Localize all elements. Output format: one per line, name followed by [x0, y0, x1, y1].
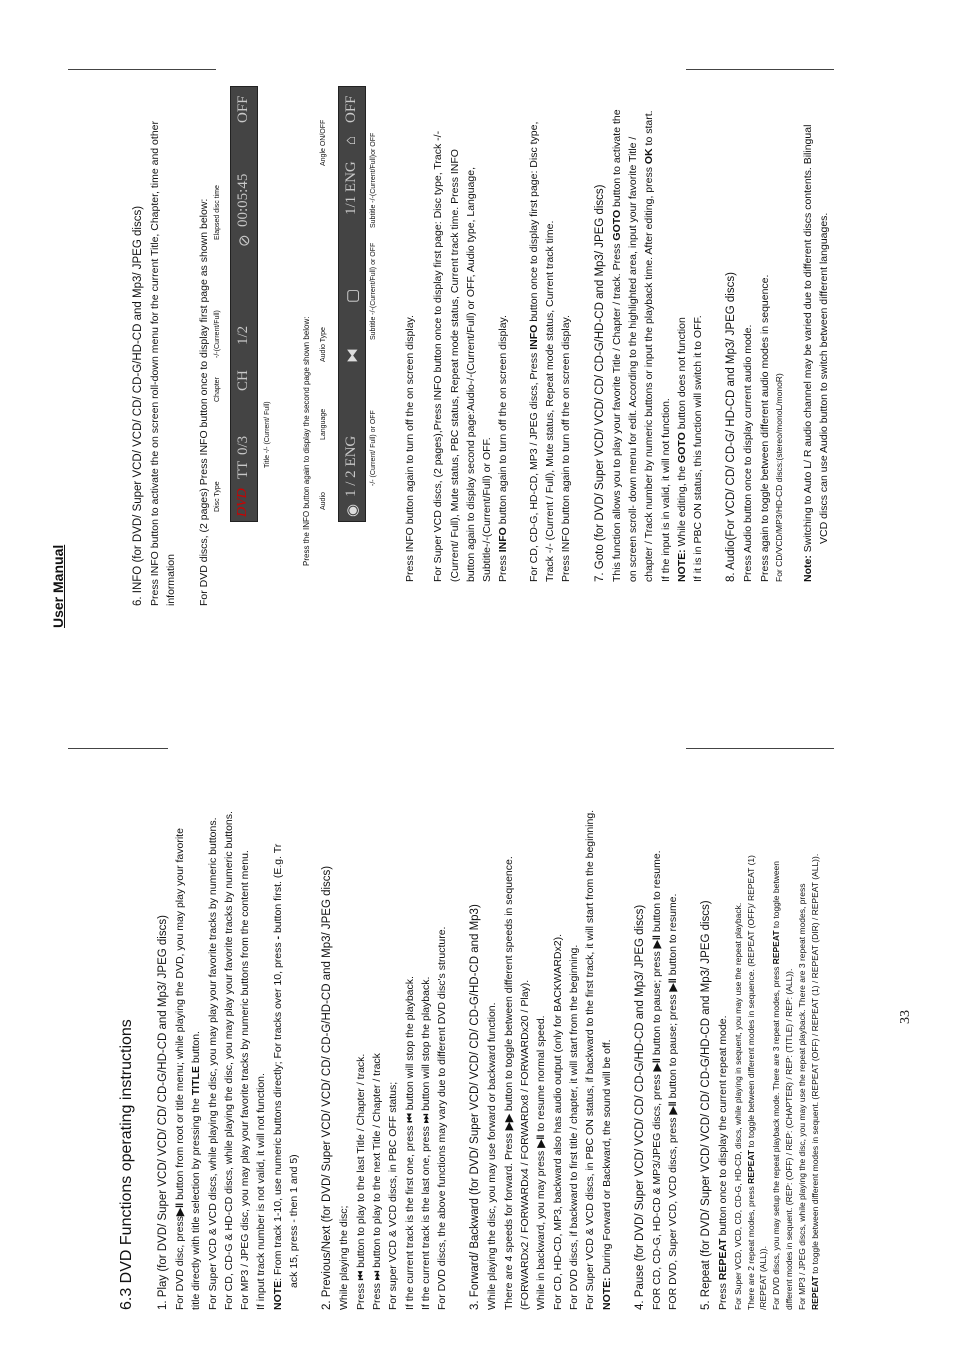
info-line: button again to display second page:Audio-/-(Current/Full) or OFF, Audio type, Language,	[464, 167, 477, 582]
play-line: For Super VCD & VCD discs, while playing the disc, you may play your favorite tracks by numeric buttons.	[206, 817, 219, 1310]
previous-icon: ⏮	[403, 1113, 416, 1126]
forward-line: There are 4 speeds for forward. Press ▶▶ button to toggle between different speeds in sequence.	[502, 856, 515, 1310]
info-line: Subtitle-/-(Current/Full) or OFF.	[481, 437, 494, 582]
repeat-line: REPEAT to toggle between different modes in sequent. (REPEAT (OFF) / REPEAT (1) / REPEAT (DIR) / REPEAT (ALL)).	[809, 853, 820, 1310]
play-pause-icon: ▶‖	[650, 1058, 663, 1075]
repeat-line: For Super VCD, VCD, CD, CD-G, HD-CD, discs, while playing in sequent, you may use the repeat playback.	[732, 902, 743, 1310]
play-note: NOTE: From track 1-10, use numeric buttons directly; For tracks over 10, press - button first. (E.g. Tr	[271, 843, 284, 1310]
repeat-heading: 5. Repeat (for DVD/ Super VCD/ VCD/ CD/ CD-G/HD-CD and Mp3/ JPEG discs)	[700, 900, 713, 1310]
forward-line: (FORWARDx2 / FORWARDx4 / FORWARDx8 / FORWARDx20 / Play).	[519, 979, 532, 1310]
info-intro	[130, 46, 212, 606]
play-pause-icon: ▶‖	[667, 1101, 680, 1118]
prevnext-line: Press ⏭ button to play to the next Title / Chapter / track	[370, 1053, 383, 1310]
page-number: 33	[898, 1010, 913, 1024]
next-icon: ⏭	[370, 1270, 383, 1281]
play-line: title directly with title selection by pressing the TITLE button.	[190, 1031, 203, 1310]
prevnext-line: If the current track is the first one, press ⏮ button will stop the playback.	[403, 976, 416, 1310]
pause-heading: 4. Pause (for DVD/ Super VCD/ VCD/ CD/ CD-G/HD-CD and Mp3/ JPEG discs)	[633, 904, 646, 1310]
pause-line: FOR CD, CD-G, HD-CD & MP3/JPEG discs, press ▶‖ button to pause; press ▶‖ button to resume.	[650, 850, 663, 1310]
osd-label-audio-type: Audio Type	[320, 327, 327, 362]
osd-off: OFF	[235, 95, 251, 123]
prevnext-line: Press ⏮ button to play to the last Title / Chapter / track.	[354, 1053, 367, 1310]
prevnext-heading: 2. Previous/Next (for DVD/ Super VCD/ VCD/ CD/ CD-G/HD-CD and Mp3/ JPEG discs)	[321, 865, 334, 1310]
play-line: For CD, CD-G & HD-CD discs, while playing the disc, you may play your favorite tracks by numeric buttons.	[222, 811, 235, 1310]
repeat-line: Press REPEAT button once to display the current repeat mode.	[717, 1015, 730, 1310]
play-heading: 1. Play (for DVD/ Super VCD/ VCD/ CD/ CD-G/HD-CD and Mp3/ JPEG discs)	[157, 915, 169, 1310]
osd-clock-icon: ⊘	[237, 234, 253, 247]
osd-label-audio: Audio	[320, 492, 327, 510]
prevnext-line: If the current track is the last one, press ⏭ button will stop the playback.	[419, 976, 432, 1310]
goto-line: If it is in PBC ON status, this function will switch it to OFF.	[692, 315, 705, 582]
info-line: Press INFO button again to turn off the on screen display.	[560, 315, 573, 582]
osd-tt: TT	[235, 460, 251, 479]
goto-note: NOTE: While editing, the GOTO button does not function	[675, 317, 688, 582]
fast-forward-icon: ▶▶	[502, 1114, 515, 1134]
info-line: Press INFO button again to turn off the on screen display.	[497, 315, 510, 582]
play-pause-icon: ▶‖	[535, 1134, 548, 1151]
play-line: If input track number is not valid, it will not function.	[255, 1073, 268, 1310]
info-line: For CD, CD-G, HD-CD, MP3 / JPEG discs, Press INFO button once to display first page: Disc type,	[527, 121, 540, 582]
audio-line: Press again to toggle between different audio modes in sequence.	[758, 274, 771, 582]
info-line: For Super VCD discs, (2 pages),Press INFO button once to display first page: Disc type, Track -/-	[432, 130, 445, 582]
osd-disc-type: DVD	[235, 488, 250, 517]
info-line: For DVD discs, (2 pages) Press INFO button once to display first page as shown below:	[197, 198, 210, 606]
osd-ch: CH	[235, 370, 251, 391]
info-line: Press INFO button to activate the on screen roll-down menu for the current Title, Chapter, time and other	[149, 121, 161, 606]
goto-line: If the input is in valid, it will not function.	[659, 398, 672, 582]
forward-note: NOTE: During Forward or Backward, the sound will be off.	[600, 1039, 613, 1310]
osd-audio-icon: ◉	[345, 503, 361, 517]
manual-header: User Manual	[50, 544, 66, 628]
goto-heading: 7. Goto (for DVD/ Super VCD/ VCD/ CD/ CD-G/HD-CD and Mp3/ JPEG discs)	[593, 184, 606, 582]
osd-audio-value: 1 / 2 ENG	[343, 435, 359, 497]
info-line: information	[165, 554, 178, 606]
repeat-line: For DVD discs, you may setup the repeat playback mode. There are 3 repeat modes, press REPEAT to toggle between	[771, 860, 782, 1310]
audio-note-cont: VCD discs can use Audio button to switch between different languages.	[818, 212, 831, 544]
next-icon: ⏭	[419, 1113, 432, 1127]
forward-line: For Super VCD & VCD discs, in PBC ON status, if backward to the first track, it will start from the beginning.	[584, 809, 597, 1310]
info-line: Track -/- (Current / Full), Mute status, Repeat mode status, Current track time.	[544, 220, 557, 582]
osd-subtitle-icon: ▢	[345, 288, 361, 303]
prevnext-line: While playing the disc;	[338, 1205, 351, 1310]
left-column	[116, 740, 821, 1310]
osd-ch-value: 1/2	[235, 325, 251, 345]
audio-heading: 8. Audio(For VCD/ CD/ CD-G/ HD-CD and Mp3/ JPEG discs)	[725, 272, 738, 582]
play-pause-icon: ▶‖	[174, 1202, 186, 1217]
osd-audio-type-icon: ⧓	[345, 348, 361, 363]
osd-angle-off: OFF	[343, 95, 359, 123]
osd-label-audio-sub: -/- (Current/ Full) or OFF	[370, 410, 377, 486]
osd-label-language: Language	[320, 408, 327, 440]
osd-label-chapter: Chapter	[214, 377, 221, 402]
forward-line: For CD, HD-CD, MP3, backward also has audio output (only for BACKWARDx2).	[551, 934, 564, 1310]
repeat-line: There are 2 repeat modes, press REPEAT to toggle between different modes in sequence. (REPEAT (OFF)/ REPEAT (1)	[745, 855, 756, 1310]
forward-heading: 3. Forward/ Backward (for DVD/ Super VCD/ VCD/ CD/ CD-G/HD-CD and Mp3)	[469, 904, 482, 1310]
audio-line: Press Audio button once to display current audio mode.	[742, 324, 755, 582]
osd-label-disc-type: Disc Type	[214, 481, 221, 512]
section-title: 6.3 DVD Functions operating instructions	[118, 1019, 135, 1310]
osd-first-page	[230, 86, 258, 522]
prevnext-line: For DVD discs, the above functions may vary due to different DVD disc's structure.	[436, 926, 449, 1310]
play-line: For DVD disc, press▶‖ button from root or title menu; while playing the DVD, you may play your favorite	[174, 828, 186, 1310]
goto-line: on screen scroll- down menu for edit. According to the highlighted area, input your favorite Title /	[626, 136, 639, 582]
right-column-body	[402, 22, 832, 582]
osd-label-subtitle-sub: Subtitle -/-(Current/Full) or OFF	[370, 242, 377, 340]
pause-line: FOR DVD, Super VCD, VCD discs, press ▶‖ button to pause; press ▶‖ button to resume.	[667, 893, 680, 1310]
play-note-cont: ack 15, press - then 1 and 5)	[288, 1154, 301, 1288]
info-line: (Current/ Full), Mute status, PBC status, Repeat mode status, Current track time. Press INFO	[448, 149, 461, 582]
forward-line: While in backward, you may press ▶‖ to resume normal speed.	[535, 1015, 548, 1310]
repeat-line: different modes in sequent. (REP: (OFF) / REP: (CHAPTER) / REP: (TITLE) / REP: (ALL)).	[783, 968, 794, 1310]
osd-label-chapter-sub: -/-(Current/Full)	[214, 310, 221, 358]
osd-elapsed-time: 00:05:45	[235, 173, 251, 227]
play-pause-icon: ▶‖	[667, 978, 680, 995]
play-line: For MP3 / JPEG disc, you may play your favorite tracks by numeric buttons from the content menu.	[239, 850, 252, 1310]
goto-line: chapter / Track number by numeric buttons or input the playback time. After editing, press OK to start.	[643, 110, 656, 582]
repeat-line: For MP3 / JPEG discs, while playing the disc, you may use the repeat playback. There are 3 repeat modes, press	[796, 883, 807, 1310]
osd-second-page	[338, 86, 366, 522]
play-pause-icon: ▶‖	[650, 935, 663, 952]
osd-label-angle: Angle ON/OFF	[320, 119, 327, 166]
info-line: Press INFO button again to turn off the on screen display.	[404, 315, 416, 582]
osd-label-subtitle-sub2: Subtitle -/-(Current/Full)or OFF	[370, 132, 377, 228]
forward-line: For DVD discs, if backward to first title / chapter, it will start from the beginning.	[567, 944, 580, 1310]
prevnext-line: For super VCD & VCD discs, in PBC OFF status;	[387, 1081, 400, 1310]
osd-tt-value: 0/3	[235, 435, 251, 455]
osd-subtitle-value: 1/1 ENG	[343, 161, 359, 215]
osd-angle-icon: ⌂	[343, 135, 359, 145]
audio-note: Note: Switching to Auto L/ R audio channel may be varied due to different discs contents. Bilingual	[801, 124, 814, 582]
osd-label-elapsed: Elapsed disc time	[214, 185, 221, 240]
info-heading: 6. INFO (for DVD/ Super VCD/ VCD/ CD/ CD-G/HD-CD and Mp3/ JPEG discs)	[132, 205, 144, 606]
goto-line: This function allows you to play your favorite Title / Chapter / track. Press GOTO button to activate the	[610, 109, 623, 582]
audio-line: For CD/VCD/MP3/HD-CD discs:(stereo/monoL/monoR)	[774, 373, 785, 582]
repeat-line: /REPEAT (ALL)).	[758, 1246, 769, 1310]
forward-line: While playing the disc, you may use forward or backward function.	[486, 1002, 499, 1310]
osd-label-title: Title -/- (Current/ Full)	[264, 401, 271, 468]
osd-second-page-caption: Press the INFO button again to display the second page shown below:	[302, 316, 311, 566]
previous-icon: ⏮	[354, 1270, 367, 1281]
